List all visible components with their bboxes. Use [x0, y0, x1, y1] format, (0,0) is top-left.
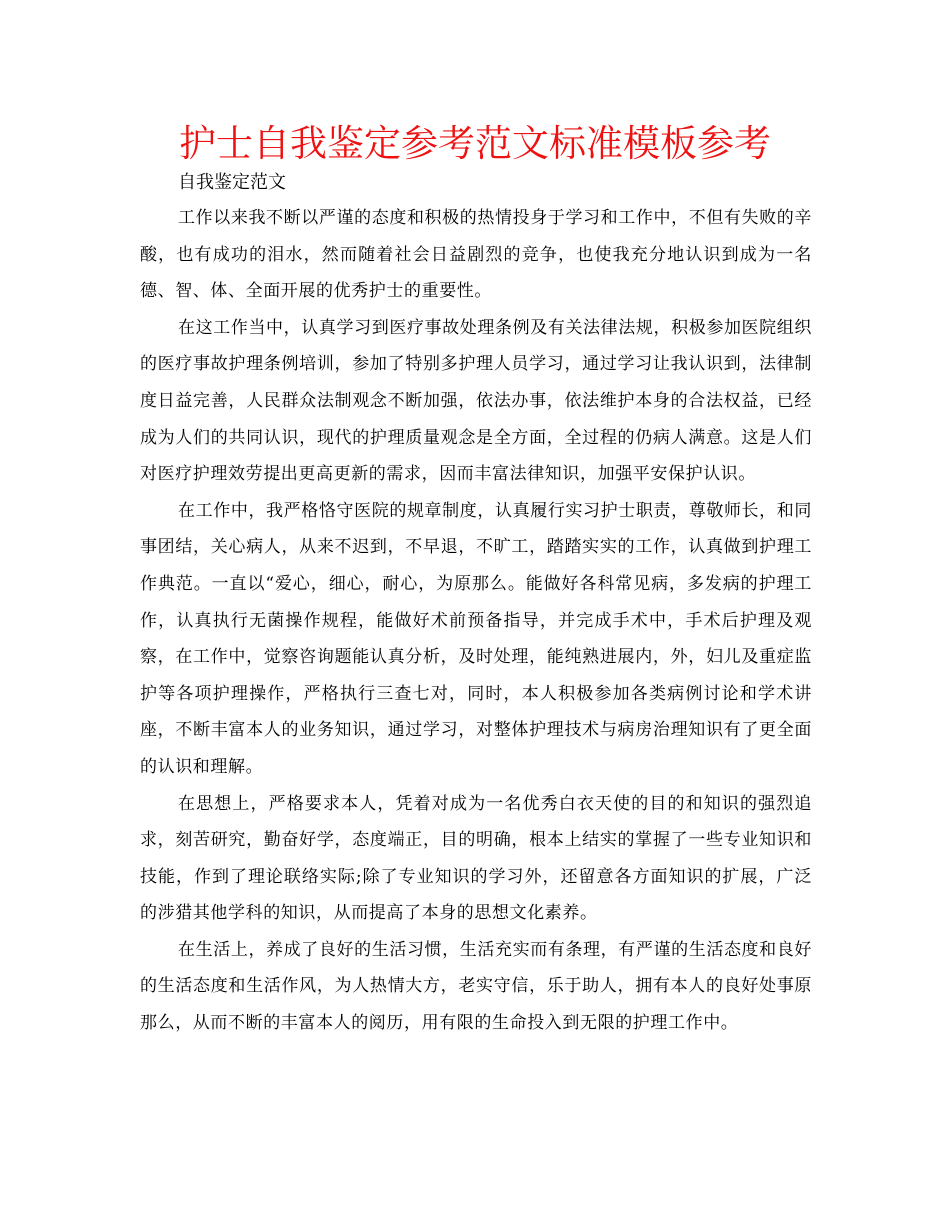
- document-subtitle: 自我鉴定范文: [178, 172, 286, 193]
- paragraph-3: 在工作中，我严格恪守医院的规章制度，认真履行实习护士职责，尊敬师长，和同事团结，关心病人，从来不迟到，不早退，不旷工，踏踏实实的工作，认真做到护理工作典范。一直以“爱心，细心，耐心，为原那么。能做好各科常见病，多发病的护理工作，认真执行无菌操作规程，能做好术前预备指导，并完成手术中，手术后护理及观察，在工作中，觉察咨询题能认真分析，及时处理，能纯熟进展内，外，妇儿及重症监护等各项护理操作，严格执行三查七对，同时，本人积极参加各类病例讨论和学术讲座，不断丰富本人的业务知识，通过学习，对整体护理技术与病房治理知识有了更全面的认识和理解。: [140, 500, 812, 777]
- document-body: [140, 200, 812, 1042]
- paragraph-1: 工作以来我不断以严谨的态度和积极的热情投身于学习和工作中，不但有失败的辛酸，也有成功的泪水，然而随着社会日益剧烈的竞争，也使我充分地认识到成为一名德、智、体、全面开展的优秀护士的重要性。: [140, 208, 812, 302]
- document-title: 护士自我鉴定参考范文标准模板参考: [179, 122, 771, 165]
- paragraph-4: 在思想上，严格要求本人，凭着对成为一名优秀白衣天使的目的和知识的强烈追求，刻苦研究，勤奋好学，态度端正，目的明确，根本上结实的掌握了一些专业知识和技能，作到了理论联络实际;除了专业知识的学习外，还留意各方面知识的扩展，广泛的涉猎其他学科的知识，从而提高了本身的思想文化素养。: [140, 793, 812, 924]
- paragraph-5: 在生活上，养成了良好的生活习惯，生活充实而有条理，有严谨的生活态度和良好的生活态度和生活作风，为人热情大方，老实守信，乐于助人，拥有本人的良好处事原那么，从而不断的丰富本人的阅历，用有限的生命投入到无限的护理工作中。: [140, 939, 812, 1034]
- paragraph-2: 在这工作当中，认真学习到医疗事故处理条例及有关法律法规，积极参加医院组织的医疗事故护理条例培训，参加了特别多护理人员学习，通过学习让我认识到，法律制度日益完善，人民群众法制观念不断加强，依法办事，依法维护本身的合法权益，已经成为人们的共同认识，现代的护理质量观念是全方面，全过程的仍病人满意。这是人们对医疗护理效劳提出更高更新的需求，因而丰富法律知识，加强平安保护认识。: [140, 317, 812, 485]
